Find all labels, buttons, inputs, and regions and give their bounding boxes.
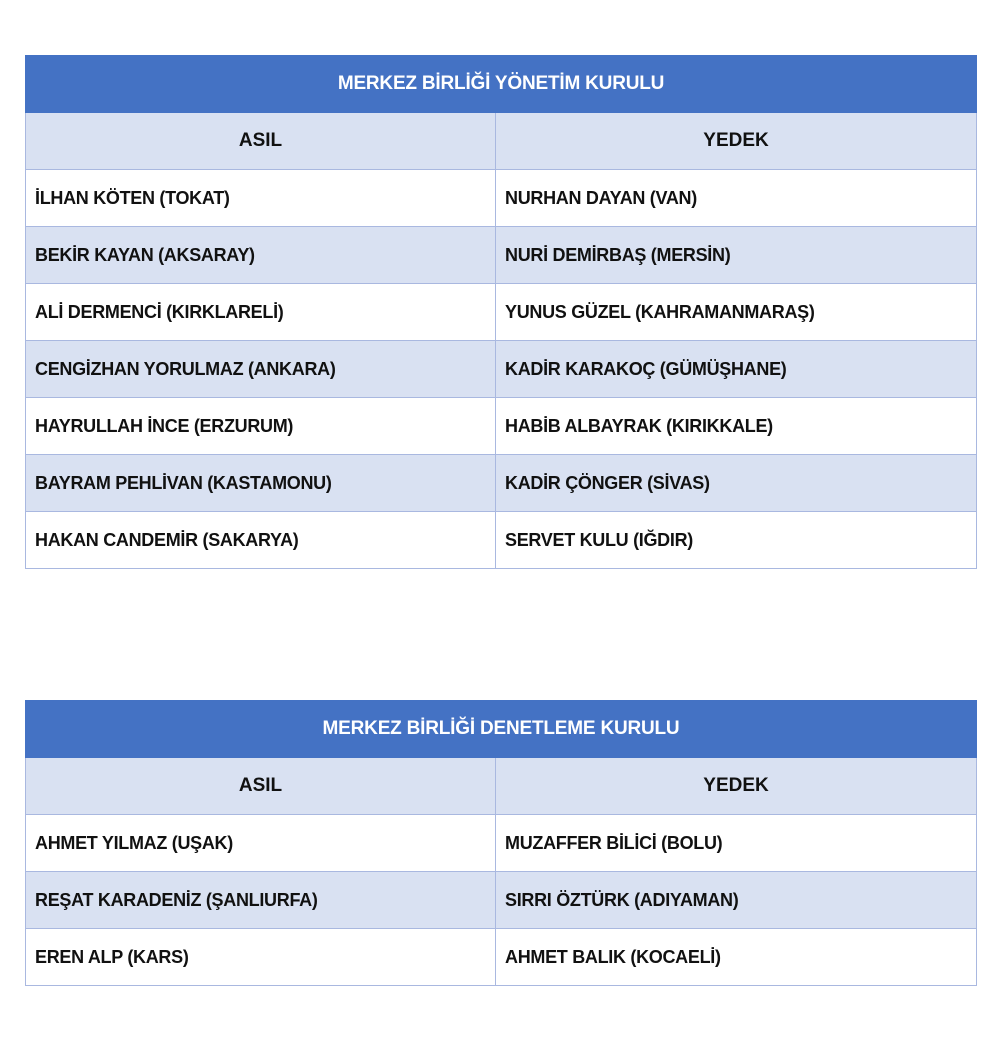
table-title: MERKEZ BİRLİĞİ YÖNETİM KURULU — [26, 56, 977, 113]
table-row — [26, 512, 977, 569]
principal-member: İLHAN KÖTEN (TOKAT) — [26, 170, 496, 227]
principal-member: HAYRULLAH İNCE (ERZURUM) — [26, 398, 496, 455]
board-of-directors-table — [25, 55, 977, 569]
principal-member: AHMET YILMAZ (UŞAK) — [26, 815, 496, 872]
column-header-substitute: YEDEK — [496, 113, 977, 170]
principal-member: HAKAN CANDEMİR (SAKARYA) — [26, 512, 496, 569]
table-title: MERKEZ BİRLİĞİ DENETLEME KURULU — [26, 701, 977, 758]
substitute-member: MUZAFFER BİLİCİ (BOLU) — [496, 815, 977, 872]
table-row — [26, 455, 977, 512]
table-title-row — [26, 56, 977, 113]
table-row — [26, 929, 977, 986]
substitute-member: SERVET KULU (IĞDIR) — [496, 512, 977, 569]
column-header-row — [26, 758, 977, 815]
table-row — [26, 398, 977, 455]
audit-board-table — [25, 700, 977, 986]
column-header-principal: ASIL — [26, 113, 496, 170]
substitute-member: YUNUS GÜZEL (KAHRAMANMARAŞ) — [496, 284, 977, 341]
table-row — [26, 170, 977, 227]
substitute-member: KADİR KARAKOÇ (GÜMÜŞHANE) — [496, 341, 977, 398]
principal-member: CENGİZHAN YORULMAZ (ANKARA) — [26, 341, 496, 398]
column-header-row — [26, 113, 977, 170]
table-row — [26, 872, 977, 929]
table-row — [26, 284, 977, 341]
principal-member: REŞAT KARADENİZ (ŞANLIURFA) — [26, 872, 496, 929]
substitute-member: KADİR ÇÖNGER (SİVAS) — [496, 455, 977, 512]
table-row — [26, 341, 977, 398]
principal-member: ALİ DERMENCİ (KIRKLARELİ) — [26, 284, 496, 341]
substitute-member: AHMET BALIK (KOCAELİ) — [496, 929, 977, 986]
principal-member: BAYRAM PEHLİVAN (KASTAMONU) — [26, 455, 496, 512]
substitute-member: NURİ DEMİRBAŞ (MERSİN) — [496, 227, 977, 284]
column-header-substitute: YEDEK — [496, 758, 977, 815]
table-row — [26, 815, 977, 872]
principal-member: BEKİR KAYAN (AKSARAY) — [26, 227, 496, 284]
principal-member: EREN ALP (KARS) — [26, 929, 496, 986]
substitute-member: NURHAN DAYAN (VAN) — [496, 170, 977, 227]
table-title-row — [26, 701, 977, 758]
substitute-member: SIRRI ÖZTÜRK (ADIYAMAN) — [496, 872, 977, 929]
table-row — [26, 227, 977, 284]
substitute-member: HABİB ALBAYRAK (KIRIKKALE) — [496, 398, 977, 455]
column-header-principal: ASIL — [26, 758, 496, 815]
